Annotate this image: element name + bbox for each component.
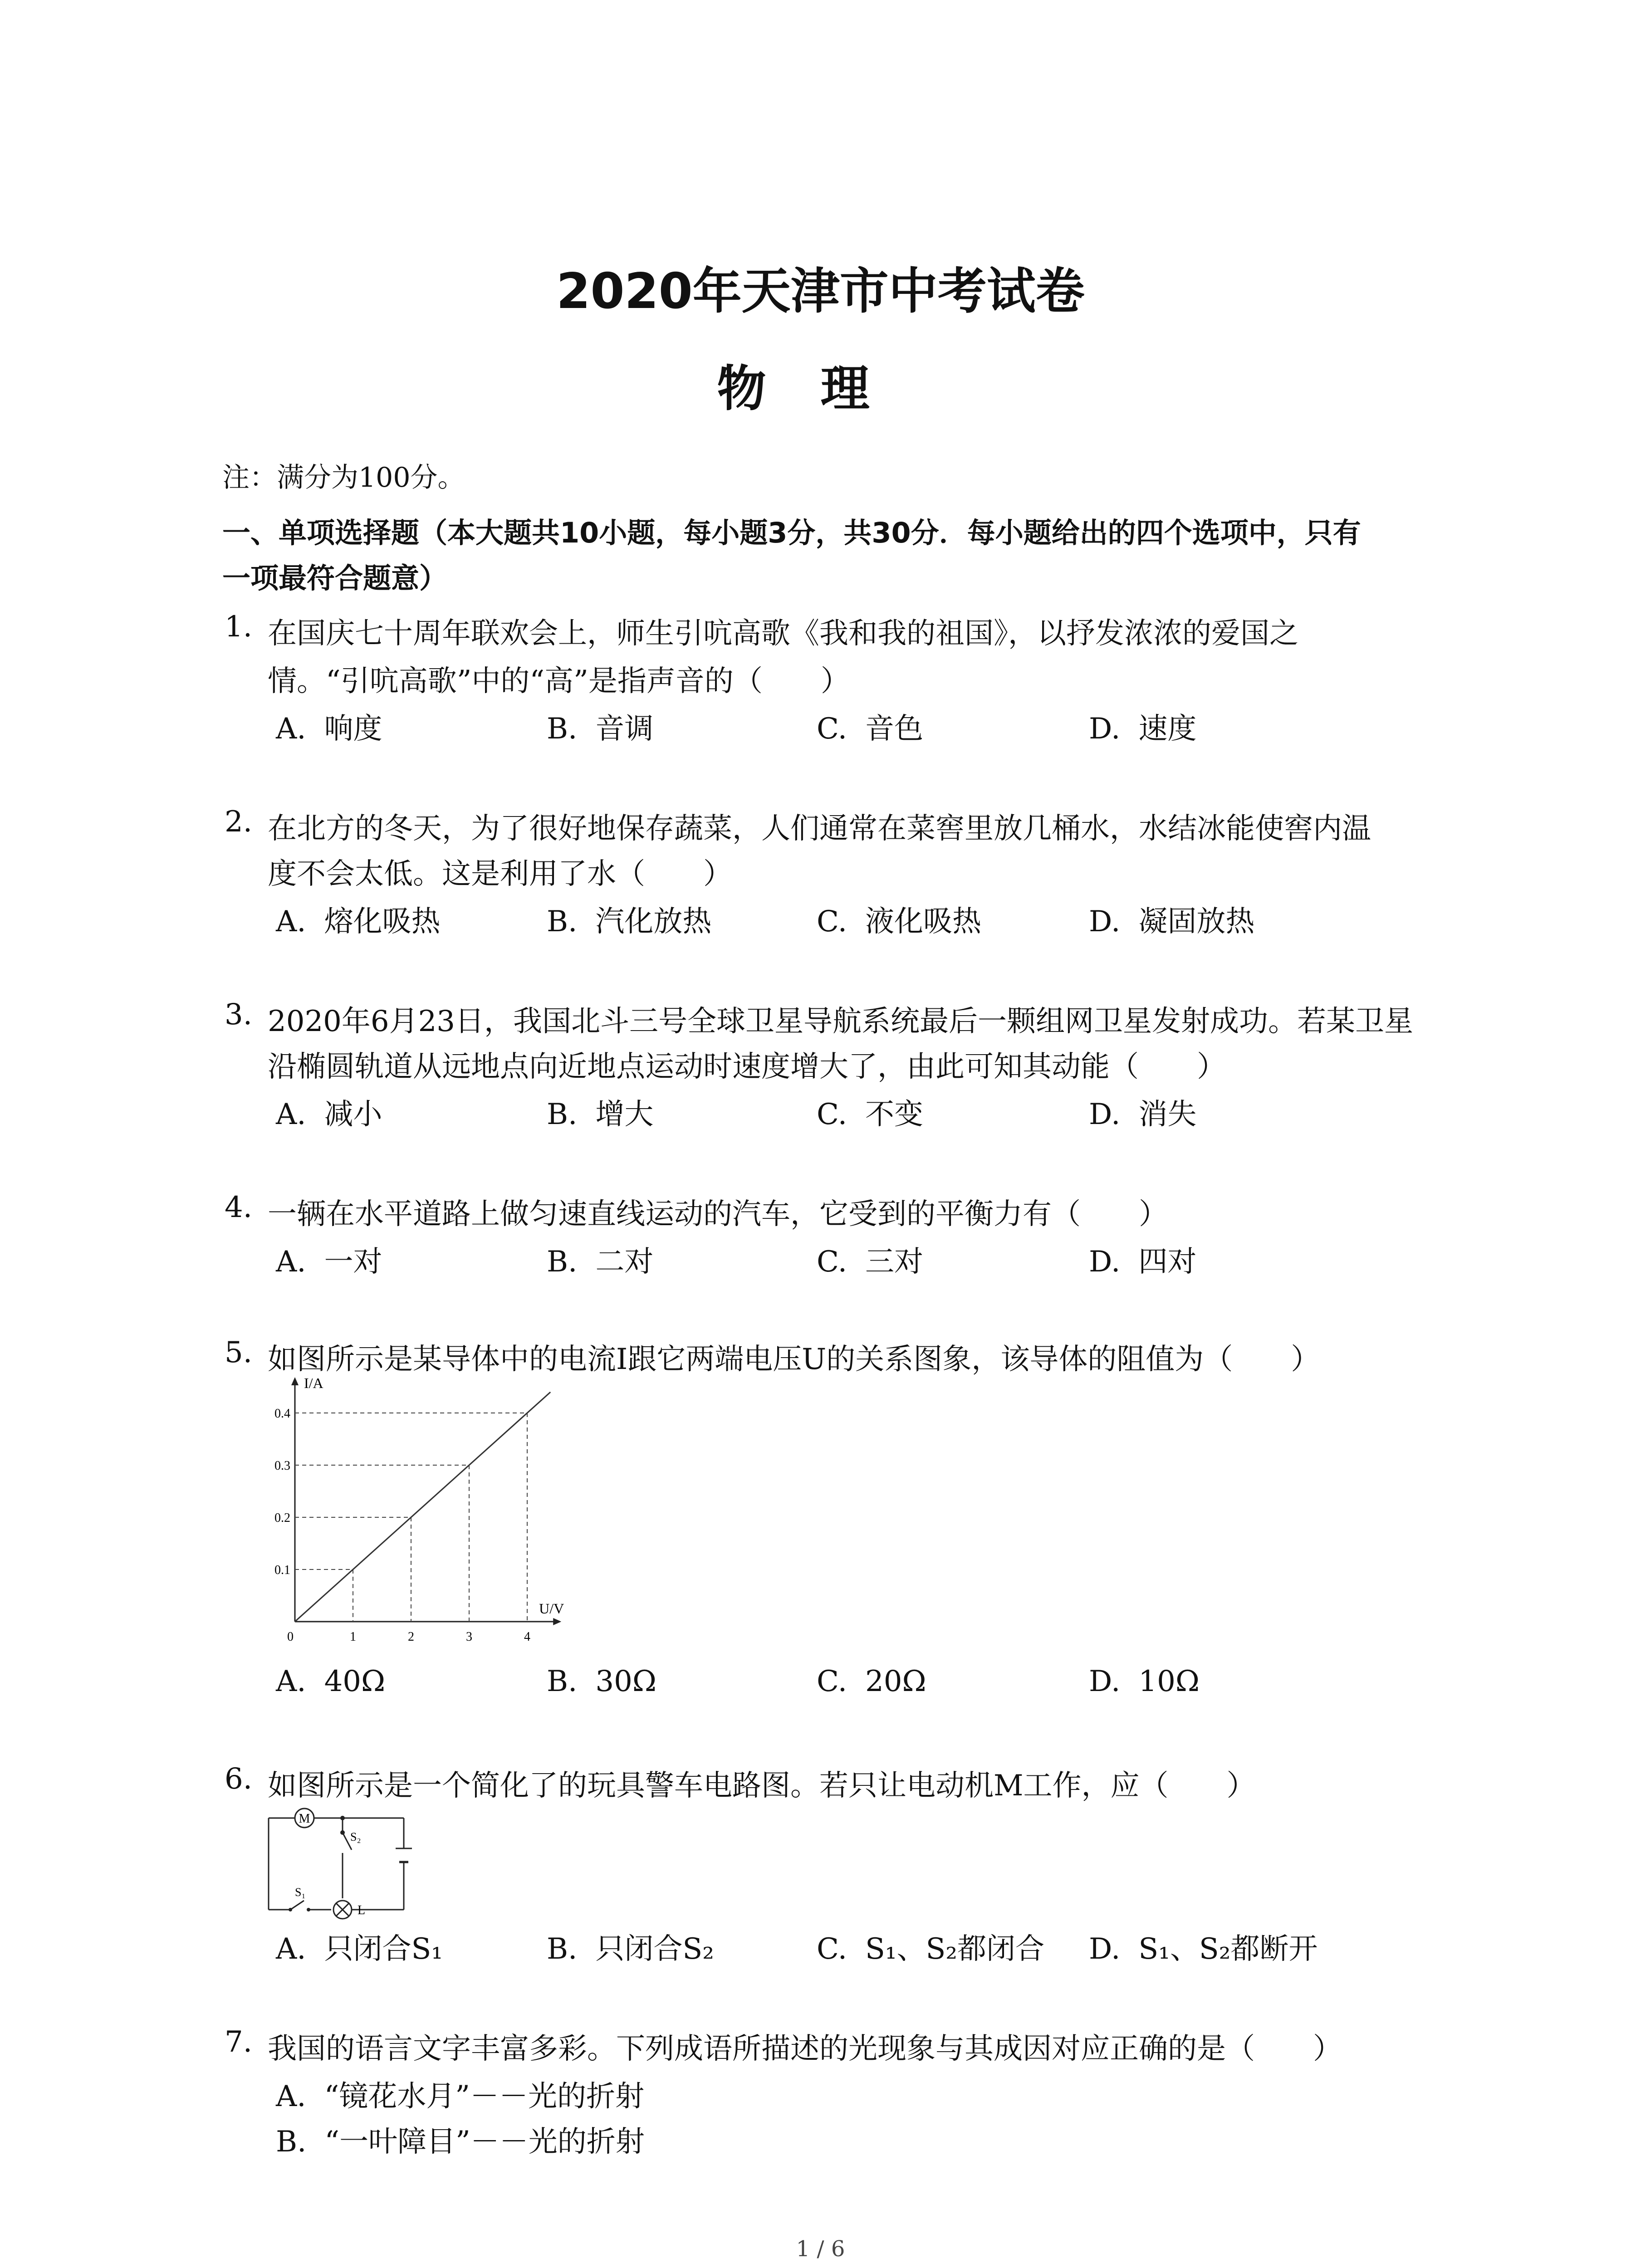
option-a: A. 只闭合S₁: [276, 1932, 443, 1966]
option-c: C. S₁、S₂都闭合: [817, 1932, 1045, 1966]
x-tick-label: 1: [350, 1630, 356, 1644]
section-heading-line2: 一项最符合题意）: [222, 562, 448, 595]
y-tick-label: 0.3: [274, 1459, 290, 1473]
option-d: D. 消失: [1089, 1098, 1197, 1131]
question-text: 一辆在水平道路上做匀速直线运动的汽车，它受到的平衡力有（ ）: [268, 1198, 1168, 1231]
option-d: D. S₁、S₂都断开: [1089, 1932, 1318, 1966]
question-text: 度不会太低。这是利用了水（ ）: [268, 857, 732, 891]
subject-title: 物理: [717, 361, 924, 417]
exam-title: 2020年天津市中考试卷: [556, 263, 1085, 320]
junction-dot: [340, 1816, 345, 1820]
y-tick-label: 0.1: [274, 1563, 290, 1577]
switch-s1-label: S₁: [295, 1886, 306, 1899]
question-text: 2020年6月23日，我国北斗三号全球卫星导航系统最后一颗组网卫星发射成功。若某卫星: [268, 1005, 1414, 1038]
x-tick-label: 0: [287, 1630, 294, 1644]
circuit-diagram: [263, 1805, 472, 1923]
switch-s2-label: S₂: [350, 1830, 361, 1843]
x-axis-label: U/V: [539, 1600, 564, 1617]
question-number: 5.: [225, 1336, 253, 1369]
option-d: D. 10Ω: [1089, 1665, 1200, 1698]
option-a: A. 40Ω: [276, 1665, 386, 1698]
section-heading-line1: 一、单项选择题（本大题共10小题，每小题3分，共30分．每小题给出的四个选项中，只有: [222, 516, 1361, 549]
x-tick-label: 2: [408, 1630, 414, 1644]
question-text: 如图所示是某导体中的电流I跟它两端电压U的关系图象，该导体的阻值为（ ）: [268, 1343, 1320, 1376]
x-axis-arrow: [553, 1618, 561, 1625]
page-number: 1 / 6: [796, 2236, 845, 2262]
y-axis-arrow: [291, 1377, 299, 1385]
question-number: 2.: [225, 805, 253, 839]
option-c: C. 20Ω: [817, 1665, 926, 1698]
y-tick-label: 0.4: [274, 1407, 290, 1421]
switch-s1-contact: [307, 1908, 310, 1911]
motor-label: M: [299, 1812, 310, 1826]
option-a: A. 响度: [276, 712, 382, 746]
option-d: D. 速度: [1089, 712, 1197, 746]
question-text: 情。“引吭高歌”中的“高”是指声音的（ ）: [268, 665, 850, 698]
option-c: C. 三对: [817, 1245, 924, 1279]
x-tick-label: 4: [524, 1630, 530, 1644]
question-number: 4.: [225, 1191, 253, 1224]
iv-chart-svg: [263, 1374, 590, 1647]
question-text: 在北方的冬天，为了很好地保存蔬菜，人们通常在菜窖里放几桶水，水结冰能使窖内温: [268, 812, 1371, 846]
current-voltage-graph: [263, 1374, 590, 1647]
option-a: A. “镜花水月”－－光的折射: [276, 2080, 644, 2113]
option-c: C. 不变: [817, 1098, 924, 1131]
question-number: 7.: [225, 2025, 253, 2059]
option-a: A. 熔化吸热: [276, 905, 441, 938]
option-b: B. 只闭合S₂: [547, 1932, 714, 1966]
switch-s1-lever: [290, 1901, 304, 1910]
question-text: 如图所示是一个简化了的玩具警车电路图。若只让电动机M工作，应（ ）: [268, 1769, 1256, 1803]
option-b: B. 音调: [547, 712, 654, 746]
option-b: B. 30Ω: [547, 1665, 656, 1698]
lamp-label: L: [358, 1903, 366, 1917]
option-b: B. 增大: [547, 1098, 654, 1131]
question-text: 在国庆七十周年联欢会上，师生引吭高歌《我和我的祖国》，以抒发浓浓的爱国之: [268, 617, 1298, 650]
y-tick-label: 0.2: [274, 1511, 290, 1525]
option-b: B. 汽化放热: [547, 905, 712, 938]
switch-s1-pivot: [289, 1908, 292, 1911]
option-b: B. “一叶障目”－－光的折射: [276, 2125, 645, 2159]
series-line: [295, 1392, 550, 1622]
question-number: 6.: [225, 1762, 253, 1796]
option-c: C. 液化吸热: [817, 905, 982, 938]
question-number: 3.: [225, 998, 253, 1031]
y-axis-label: I/A: [304, 1375, 323, 1391]
question-number: 1.: [225, 610, 253, 644]
option-d: D. 凝固放热: [1089, 905, 1255, 938]
question-text: 我国的语言文字丰富多彩。下列成语所描述的光现象与其成因对应正确的是（ ）: [268, 2032, 1342, 2066]
option-a: A. 减小: [276, 1098, 382, 1131]
option-a: A. 一对: [276, 1245, 382, 1279]
option-c: C. 音色: [817, 712, 924, 746]
option-b: B. 二对: [547, 1245, 654, 1279]
question-text: 沿椭圆轨道从远地点向近地点运动时速度增大了，由此可知其动能（ ）: [268, 1050, 1226, 1084]
option-d: D. 四对: [1089, 1245, 1197, 1279]
score-note: 注：满分为100分。: [222, 462, 465, 494]
switch-s2-pivot: [340, 1830, 345, 1835]
x-tick-label: 3: [466, 1630, 472, 1644]
